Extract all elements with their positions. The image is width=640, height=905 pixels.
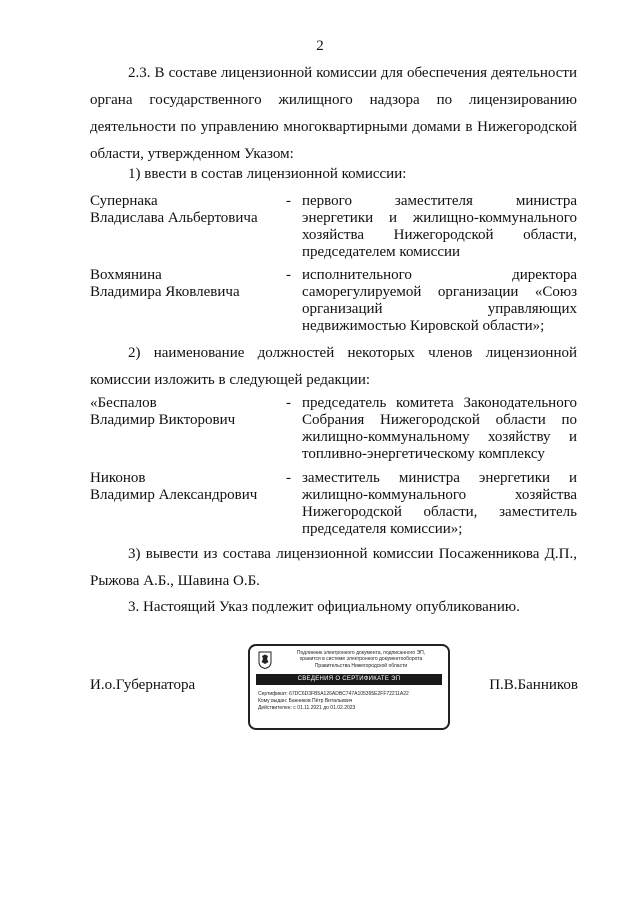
stamp-title: СВЕДЕНИЯ О СЕРТИФИКАТЕ ЭП [256, 674, 442, 685]
paragraph-line: деятельности по управлению многоквартирными домами в Нижегородской [90, 119, 577, 135]
member-role: председатель комитета Законодательного Собрания Нижегородской области по жилищно-коммунальному хозяйству и топливно-энергетическому комплексу [302, 395, 577, 462]
page-number: 2 [316, 38, 324, 54]
dash: - [286, 395, 291, 411]
coat-of-arms-icon [258, 651, 272, 669]
member-name: Никонов Владимир Александрович [90, 470, 258, 503]
stamp-header: Подлинник электронного документа, подписанного ЭП, хранится в системе электронного документооборота Правительства Нижегородской области [296, 650, 426, 669]
certificate-id: Сертификат: 67DC6D3FB5A126ADBC747A105395E2FF72211A22 [258, 691, 409, 697]
member-name: Супернака Владислава Альбертовича [90, 193, 258, 226]
paragraph-line: области, утвержденном Указом: [90, 146, 294, 162]
certificate-validity: Действителен: с 01.11.2021 до 01.02.2023 [258, 705, 356, 711]
stamp-info [258, 691, 444, 712]
dash: - [286, 470, 291, 486]
dash: - [286, 193, 291, 209]
e-signature-stamp [248, 644, 450, 730]
item-2: 2) наименование должностей некоторых членов лицензионной комиссии изложить в следующей редакции: [90, 345, 577, 388]
item-3: 3) вывести из состава лицензионной комиссии Посаженникова Д.П., Рыжова А.Б., Шавина О.Б. [90, 546, 577, 589]
paragraph-2-3 [90, 60, 577, 168]
certificate-owner: Кому выдан: Банников Пётр Витальевич [258, 698, 353, 704]
member-name: Вохмянина Владимира Яковлевича [90, 267, 240, 300]
paragraph-line: 2.3. В составе лицензионной комиссии для обеспечения деятельности [128, 65, 577, 81]
member-role: исполнительного директора саморегулируемой организации «Союз организаций управляющих недвижимостью Кировской области»; [302, 267, 577, 334]
member-name: «Беспалов Владимир Викторович [90, 395, 236, 428]
dash: - [286, 267, 291, 283]
member-role: заместитель министра энергетики и жилищно-коммунального хозяйства Нижегородской области, заместитель председателя комиссии»; [302, 470, 577, 537]
paragraph-line: органа государственного жилищного надзора по лицензированию [90, 92, 577, 108]
paragraph-3: 3. Настоящий Указ подлежит официальному опубликованию. [128, 599, 520, 615]
signatory-title: И.о.Губернатора [90, 677, 196, 693]
signatory-name: П.В.Банников [489, 677, 578, 693]
item-1: 1) ввести в состав лицензионной комиссии: [128, 166, 407, 182]
member-role: первого заместителя министра энергетики и жилищно-коммунального хозяйства Нижегородской области, председателем комиссии [302, 193, 577, 260]
